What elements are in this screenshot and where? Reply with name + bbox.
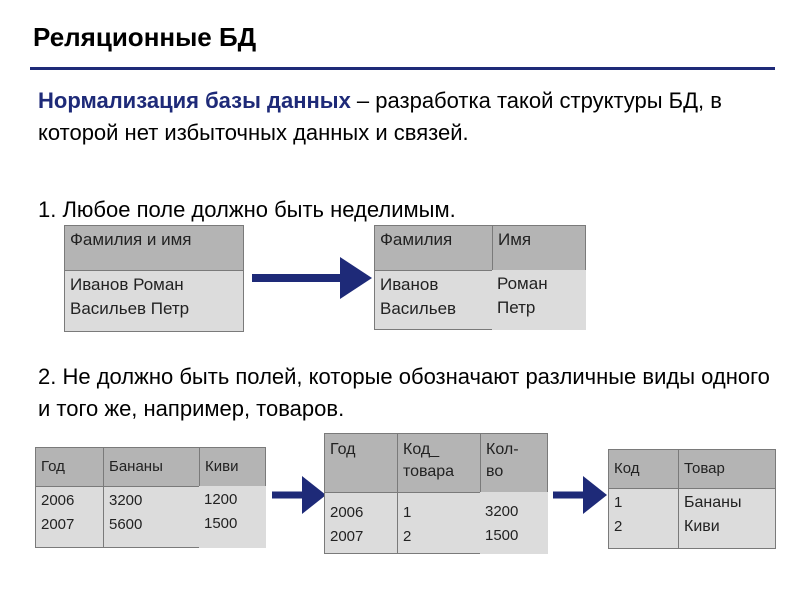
- table-2-body-surnames: Иванов Васильев: [374, 270, 493, 330]
- rule-1-text: 1. Любое поле должно быть неделимым.: [38, 197, 456, 222]
- table-a-body-bananas: 3200 5600: [103, 486, 200, 548]
- table-2-body-firstnames: Роман Петр: [492, 270, 586, 330]
- table-a-header-kiwi: Киви: [199, 447, 266, 487]
- table-b-body-codes: 1 2: [397, 492, 481, 554]
- definition-paragraph: [38, 85, 758, 149]
- table-2-header-firstname: Имя: [492, 225, 586, 271]
- table-2-header-surname: Фамилия: [374, 225, 493, 271]
- arrow-right-icon: [551, 473, 609, 517]
- arrow-right-icon: [250, 255, 375, 301]
- table-b-header-quantity: Кол- во: [480, 433, 548, 493]
- table-b-body-years: 2006 2007: [324, 492, 398, 554]
- table-c-header-product: Товар: [678, 449, 776, 489]
- rule-2-text: 2. Не должно быть полей, которые обозначают различные виды одного и того же, например, товаров.: [38, 364, 770, 421]
- table-a-header-bananas: Бананы: [103, 447, 200, 487]
- table-c-body-codes: 1 2: [608, 488, 679, 549]
- table-b-header-year: Год: [324, 433, 398, 493]
- definition-text: – разработка такой структуры БД, в которой нет избыточных данных и связей.: [38, 88, 722, 145]
- table-c-body-products: Бананы Киви: [678, 488, 776, 549]
- slide-title: Реляционные БД: [33, 22, 257, 52]
- table-a-body-kiwi: 1200 1500: [199, 486, 266, 548]
- table-c-header-code: Код: [608, 449, 679, 489]
- arrow-right-icon: [270, 473, 328, 517]
- table-1-header-name: Фамилия и имя: [64, 225, 244, 271]
- definition-term: Нормализация базы данных: [38, 88, 351, 113]
- title-divider: [30, 67, 775, 70]
- table-b-header-product-code: Код_ товара: [397, 433, 481, 493]
- table-a-header-year: Год: [35, 447, 104, 487]
- table-a-body-years: 2006 2007: [35, 486, 104, 548]
- table-1-body-names: Иванов Роман Васильев Петр: [64, 270, 244, 332]
- table-b-body-quantities: 3200 1500: [480, 492, 548, 554]
